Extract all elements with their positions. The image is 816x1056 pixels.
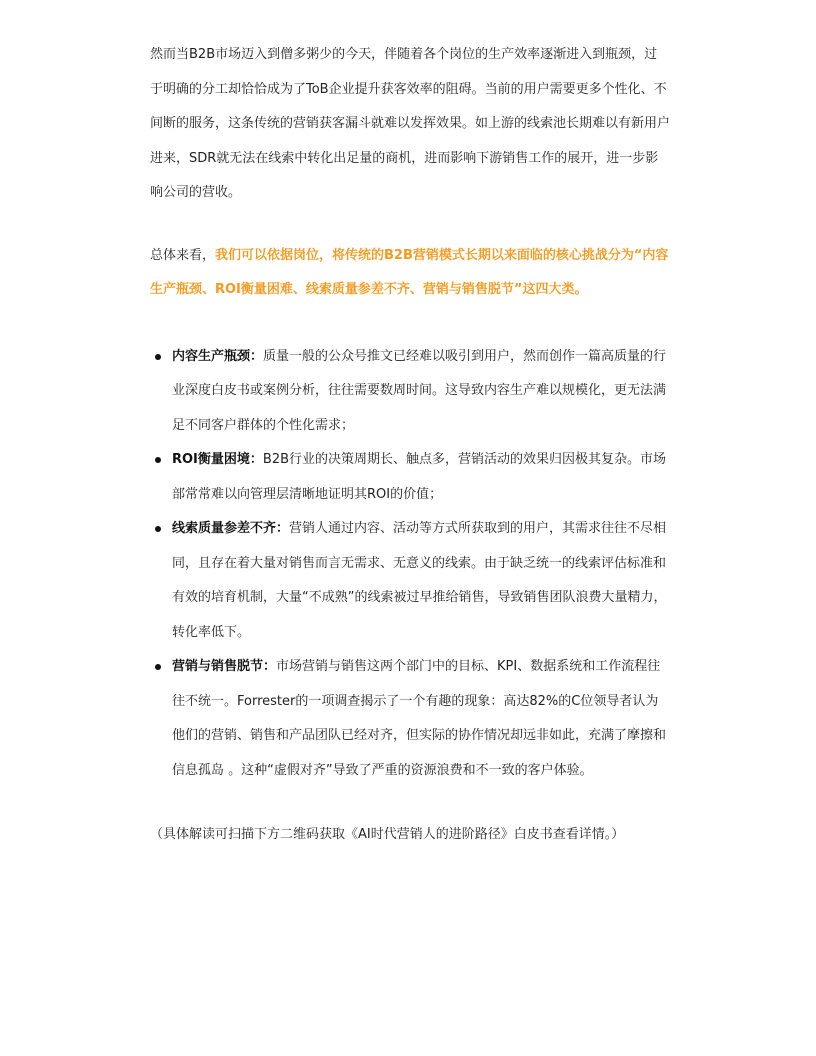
bullet-icon bbox=[155, 354, 161, 360]
bullet-icon bbox=[155, 664, 161, 670]
challenge-term: 营销与销售脱节： bbox=[172, 659, 277, 674]
challenge-term: ROI衡量困境： bbox=[172, 452, 263, 467]
whitepaper-note: （具体解读可扫描下方二维码获取《AI时代营销人的进阶路径》白皮书查看详情。） bbox=[150, 827, 625, 842]
intro-paragraph: 然而当B2B市场迈入到僧多粥少的今天，伴随着各个岗位的生产效率逐渐进入到瓶颈，过于明确的分工却恰恰成为了ToB企业提升获客效率的阻碍。当前的用户需要更多个性化、不间断的服务，这条传统的营销获客漏斗就难以发挥效果。如上游的线索池长期难以有新用户进来，SDR就无法在线索中转化出足量的商机，进而影响下游销售工作的展开，进一步影响公司的营收。 bbox=[150, 47, 671, 200]
challenge-text: 质量一般的公众号推文已经难以吸引到用户，然而创作一篇高质量的行业深度白皮书或案例分析，往往需要数周时间。这导致内容生产难以规模化，更无法满足不同客户群体的个性化需求； bbox=[172, 348, 667, 433]
challenge-text: B2B行业的决策周期长、触点多，营销活动的效果归因极其复杂。市场部常常难以向管理层清晰地证明其ROI的价值； bbox=[172, 452, 667, 502]
list-item bbox=[150, 650, 670, 788]
article-body bbox=[150, 38, 670, 853]
challenge-text: 市场营销与销售这两个部门中的目标、KPI、数据系统和工作流程往往不统一。Forrester的一项调查揭示了一个有趣的现象：高达82%的C位领导者认为他们的营销、销售和产品团队已经对齐，但实际的协作情况却远非如此，充满了摩擦和信息孤岛 。这种“虚假对齐”导致了严重的资源浪费和不一致的客户体验。 bbox=[172, 659, 667, 778]
challenge-term: 内容生产瓶颈： bbox=[172, 348, 264, 364]
challenge-text: 营销人通过内容、活动等方式所获取到的用户，其需求往往不尽相同，且存在着大量对销售而言无需求、无意义的线索。由于缺乏统一的线索评估标准和有效的培育机制，大量“不成熟”的线索被过早推给销售，导致销售团队浪费大量精力，转化率低下。 bbox=[172, 521, 667, 640]
bullet-icon bbox=[155, 457, 161, 463]
summary-paragraph bbox=[150, 239, 670, 308]
summary-lead: 总体来看， bbox=[150, 247, 216, 263]
challenge-list bbox=[150, 340, 670, 789]
summary-highlight: 我们可以依据岗位，将传统的B2B营销模式长期以来面临的核心挑战分为“内容生产瓶颈、ROI衡量困难、线索质量参差不齐、营销与销售脱节”这四大类。 bbox=[150, 247, 669, 297]
bullet-icon bbox=[155, 526, 161, 532]
list-item bbox=[150, 512, 670, 650]
list-item bbox=[150, 340, 670, 444]
challenge-term: 线索质量参差不齐： bbox=[172, 521, 290, 536]
list-item bbox=[150, 443, 670, 512]
